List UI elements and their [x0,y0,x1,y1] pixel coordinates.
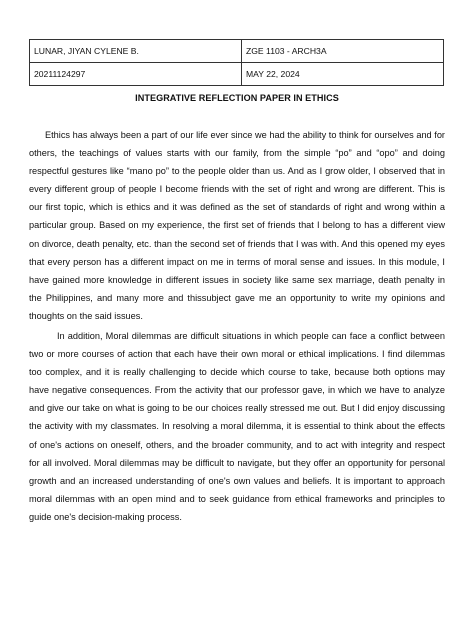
body-paragraph-2: In addition, Moral dilemmas are difficult situations in which people can face a conflict between two or more courses of action that each have their own moral or ethical implications. I find dilemmas too complex, and it is really challenging to decide which course to take, because both options may have negative consequences. From the activity that our professor gave, in which we have to analyze and give our take on what is going to be our choices really stressed me out. But I did enjoy discussing the activity with my classmates. In resolving a moral dilemma, it is essential to think about the effects of one's actions on oneself, others, and the broader community, and to act with integrity and respect for all involved. Moral dilemmas may be difficult to navigate, but they offer an opportunity for personal growth and an increased understanding of one's own values and beliefs. It is important to approach moral dilemmas with an open mind and to seek guidance from ethical frameworks and principles to guide one's decision-making process. [29,331,445,522]
date-cell: MAY 22, 2024 [242,63,444,86]
student-info-table [29,39,444,86]
paper-title: INTEGRATIVE REFLECTION PAPER IN ETHICS [135,93,339,103]
student-name-cell: LUNAR, JIYAN CYLENE B. [30,40,242,63]
table-row [30,40,444,63]
body-paragraph-1: Ethics has always been a part of our life ever since we had the ability to think for ourselves and for others, the teachings of values starts with our family, from the simple “po” and “opo” and doing respectful gestures like “mano po” to the people older than us. And as I grow older, I observed that in every different group of people I become friends with the set of right and wrong are different. This is our first topic, which is ethics and it was defined as the set of standards of right and wrong within a particular group. Based on my experience, the first set of friends that I belong to has a different view on divorce, death penalty, etc. than the second set of friends that I was with. And this opened my eyes that every person has a different impact on me in terms of moral sense and issues. In this module, I have gained more knowledge in different issues in society like same sex marriage, death penalty in the Philippines, and many more and thissubject gave me an opportunity to write my opinions and thoughts on the said issues. [29,130,445,321]
table-row [30,63,444,86]
student-id-cell: 20211124297 [30,63,242,86]
course-section-cell: ZGE 1103 - ARCH3A [242,40,444,63]
